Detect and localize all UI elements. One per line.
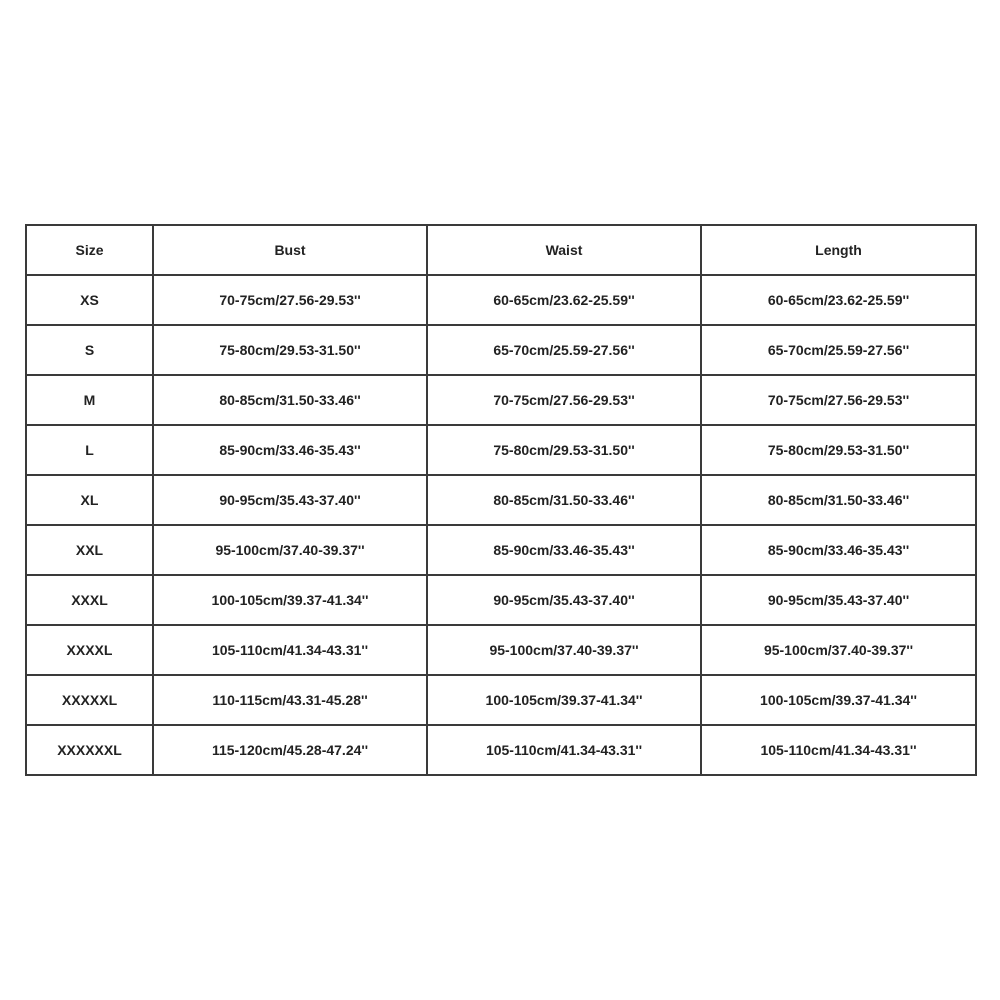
cell-length: 85-90cm/33.46-35.43'' <box>701 525 976 575</box>
cell-bust: 70-75cm/27.56-29.53'' <box>153 275 427 325</box>
cell-bust: 75-80cm/29.53-31.50'' <box>153 325 427 375</box>
cell-waist: 90-95cm/35.43-37.40'' <box>427 575 701 625</box>
table-row <box>26 325 976 375</box>
table-row <box>26 425 976 475</box>
cell-waist: 65-70cm/25.59-27.56'' <box>427 325 701 375</box>
cell-waist: 85-90cm/33.46-35.43'' <box>427 525 701 575</box>
table-row <box>26 625 976 675</box>
cell-length: 65-70cm/25.59-27.56'' <box>701 325 976 375</box>
cell-length: 80-85cm/31.50-33.46'' <box>701 475 976 525</box>
cell-bust: 90-95cm/35.43-37.40'' <box>153 475 427 525</box>
cell-size: XXXL <box>26 575 153 625</box>
cell-waist: 95-100cm/37.40-39.37'' <box>427 625 701 675</box>
cell-bust: 100-105cm/39.37-41.34'' <box>153 575 427 625</box>
cell-size: S <box>26 325 153 375</box>
cell-bust: 115-120cm/45.28-47.24'' <box>153 725 427 775</box>
table-row <box>26 675 976 725</box>
cell-size: XXXXXXL <box>26 725 153 775</box>
cell-length: 95-100cm/37.40-39.37'' <box>701 625 976 675</box>
cell-waist: 105-110cm/41.34-43.31'' <box>427 725 701 775</box>
cell-length: 105-110cm/41.34-43.31'' <box>701 725 976 775</box>
header-size: Size <box>26 225 153 275</box>
size-chart-table <box>25 224 977 776</box>
cell-bust: 110-115cm/43.31-45.28'' <box>153 675 427 725</box>
table-row <box>26 375 976 425</box>
cell-size: XXXXXL <box>26 675 153 725</box>
table-row <box>26 275 976 325</box>
cell-size: XXL <box>26 525 153 575</box>
cell-bust: 95-100cm/37.40-39.37'' <box>153 525 427 575</box>
cell-size: XL <box>26 475 153 525</box>
table-header-row <box>26 225 976 275</box>
header-length: Length <box>701 225 976 275</box>
cell-bust: 80-85cm/31.50-33.46'' <box>153 375 427 425</box>
table-row <box>26 725 976 775</box>
cell-waist: 80-85cm/31.50-33.46'' <box>427 475 701 525</box>
cell-size: L <box>26 425 153 475</box>
header-bust: Bust <box>153 225 427 275</box>
cell-waist: 60-65cm/23.62-25.59'' <box>427 275 701 325</box>
cell-length: 70-75cm/27.56-29.53'' <box>701 375 976 425</box>
cell-waist: 70-75cm/27.56-29.53'' <box>427 375 701 425</box>
cell-length: 75-80cm/29.53-31.50'' <box>701 425 976 475</box>
cell-length: 60-65cm/23.62-25.59'' <box>701 275 976 325</box>
cell-length: 100-105cm/39.37-41.34'' <box>701 675 976 725</box>
cell-size: M <box>26 375 153 425</box>
cell-bust: 105-110cm/41.34-43.31'' <box>153 625 427 675</box>
cell-bust: 85-90cm/33.46-35.43'' <box>153 425 427 475</box>
table-row <box>26 525 976 575</box>
cell-waist: 75-80cm/29.53-31.50'' <box>427 425 701 475</box>
cell-size: XXXXL <box>26 625 153 675</box>
cell-size: XS <box>26 275 153 325</box>
cell-waist: 100-105cm/39.37-41.34'' <box>427 675 701 725</box>
cell-length: 90-95cm/35.43-37.40'' <box>701 575 976 625</box>
table-row <box>26 575 976 625</box>
table-row <box>26 475 976 525</box>
header-waist: Waist <box>427 225 701 275</box>
